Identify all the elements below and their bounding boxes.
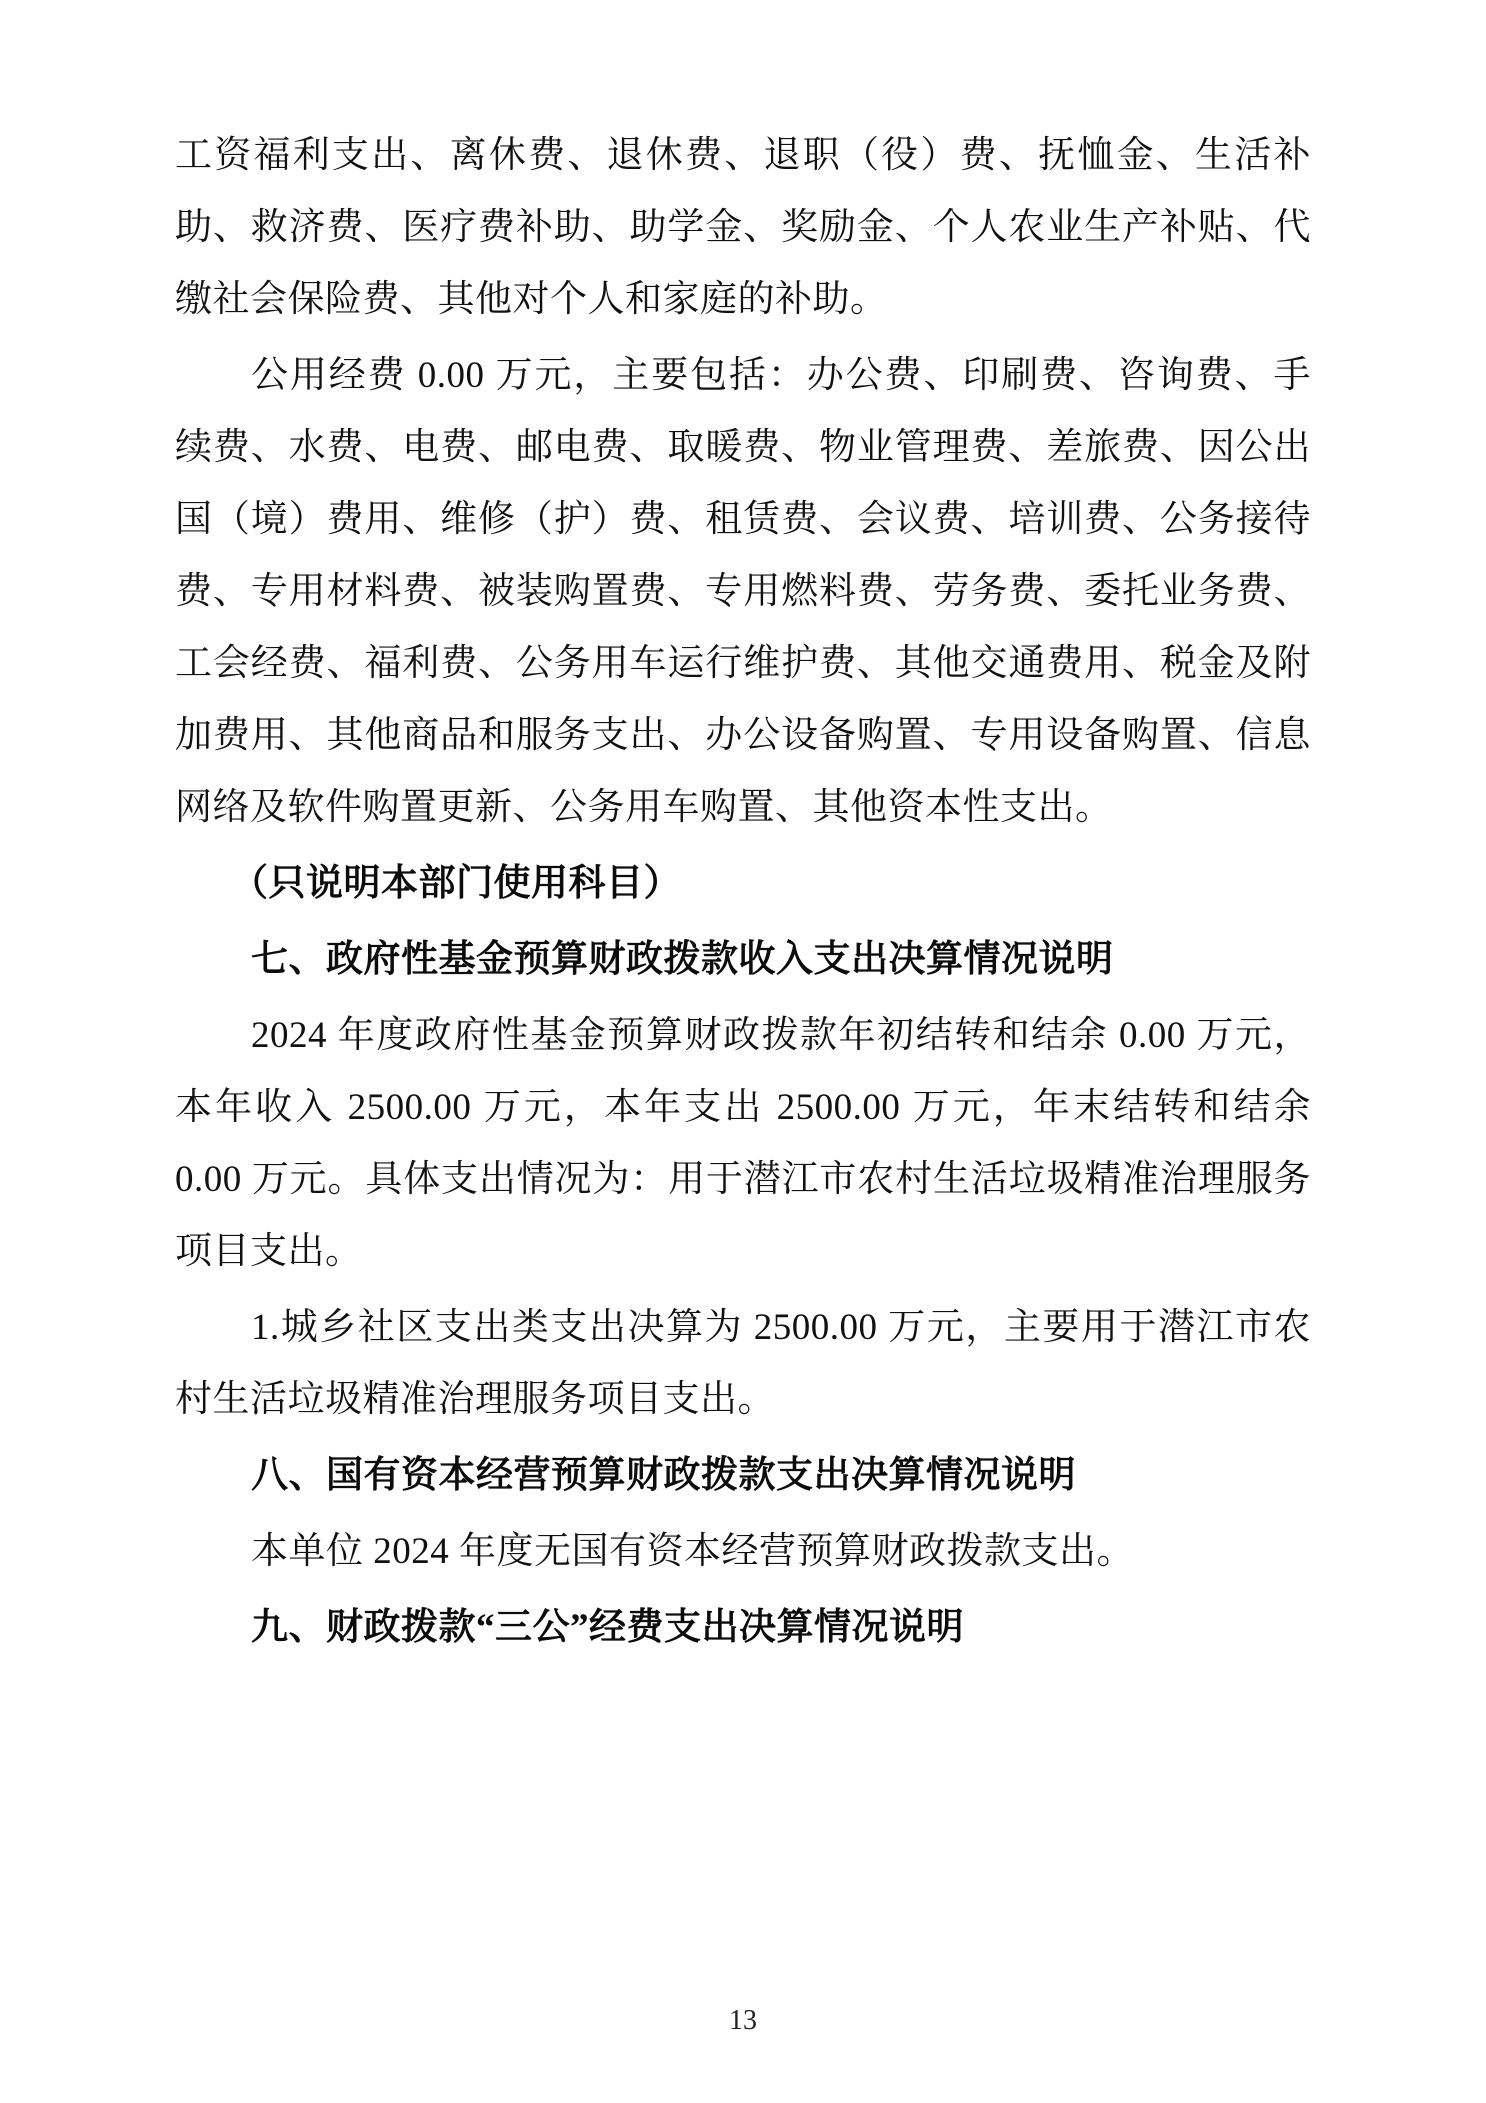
- paragraph-government-fund-detail: 2024 年度政府性基金预算财政拨款年初结转和结余 0.00 万元，本年收入 2500.00 万元，本年支出 2500.00 万元，年末结转和结余 0.00 万元。具体支出情况为：用于潜江市农村生活垃圾精准治理服务项目支出。: [175, 1015, 1311, 1272]
- heading-eight-state-capital-budget: 八、国有资本经营预算财政拨款支出决算情况说明: [251, 1455, 1076, 1496]
- paragraph-salary-welfare: 工资福利支出、离休费、退休费、退职（役）费、抚恤金、生活补助、救济费、医疗费补助、助学金、奖励金、个人农业生产补贴、代缴社会保险费、其他对个人和家庭的补助。: [175, 135, 1311, 320]
- paragraph-urban-rural-community-expenditure: 1.城乡社区支出类支出决算为 2500.00 万元，主要用于潜江市农村生活垃圾精准治理服务项目支出。: [175, 1307, 1311, 1420]
- heading-seven-government-fund-budget: 七、政府性基金预算财政拨款收入支出决算情况说明: [251, 939, 1114, 980]
- page-content: [175, 120, 1311, 1664]
- paragraph-no-state-capital-expenditure: 本单位 2024 年度无国有资本经营预算财政拨款支出。: [251, 1531, 1134, 1572]
- paragraph-note-department-subjects: （只说明本部门使用科目）: [231, 863, 681, 904]
- page-number: 13: [729, 2005, 757, 2036]
- heading-nine-three-public-expenses: 九、财政拨款“三公”经费支出决算情况说明: [251, 1607, 964, 1648]
- paragraph-public-funds: 公用经费 0.00 万元，主要包括：办公费、印刷费、咨询费、手续费、水费、电费、邮电费、取暖费、物业管理费、差旅费、因公出国（境）费用、维修（护）费、租赁费、会议费、培训费、公务接待费、专用材料费、被装购置费、专用燃料费、劳务费、委托业务费、工会经费、福利费、公务用车运行维护费、其他交通费用、税金及附加费用、其他商品和服务支出、办公设备购置、专用设备购置、信息网络及软件购置更新、公务用车购置、其他资本性支出。: [175, 355, 1311, 828]
